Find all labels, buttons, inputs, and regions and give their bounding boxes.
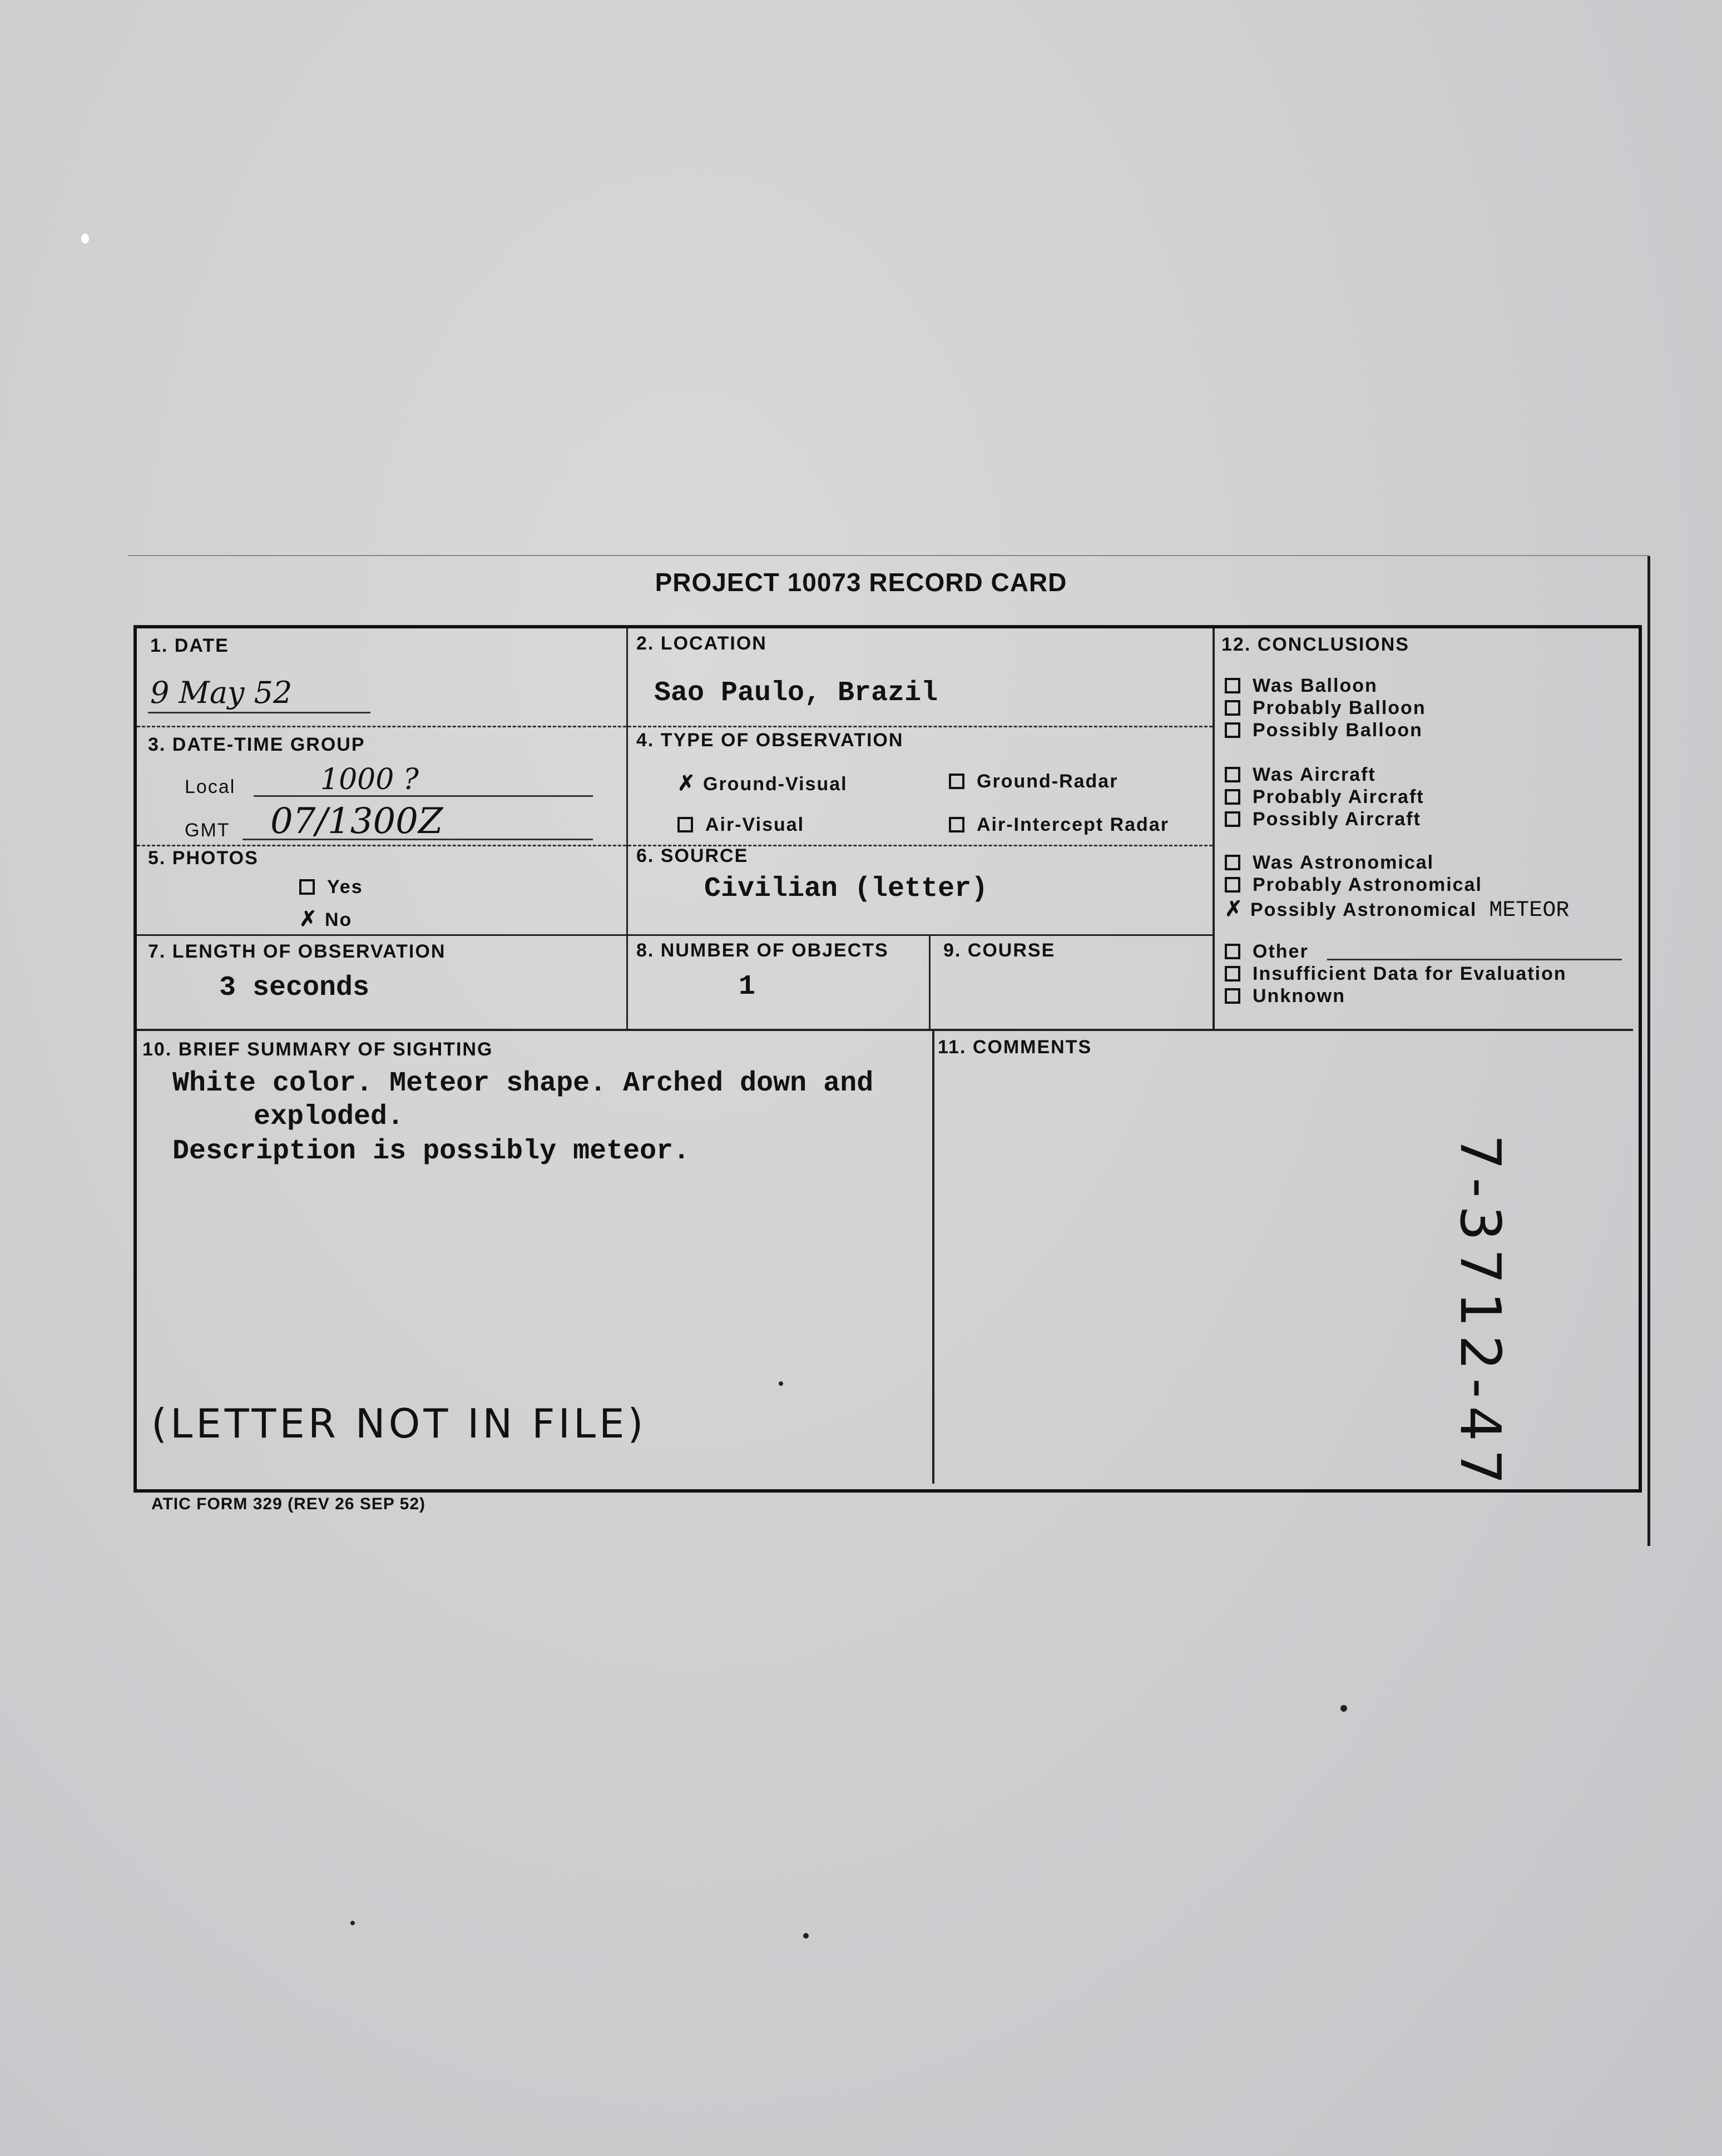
checked-x-icon: ✗: [677, 772, 696, 795]
conclusion-was-astronomical[interactable]: [1225, 852, 1434, 874]
course-label: 9. COURSE: [943, 940, 1056, 961]
photos-label: 5. PHOTOS: [148, 847, 259, 869]
divider-summary-comments: [932, 1029, 934, 1484]
card-title: PROJECT 10073 RECORD CARD: [655, 568, 1067, 597]
conclusion-label: Was Astronomical: [1253, 852, 1434, 873]
conclusion-label: Unknown: [1253, 985, 1345, 1007]
conclusion-possibly-balloon[interactable]: [1225, 720, 1423, 741]
scan-speck: [803, 1933, 809, 1939]
conclusion-possibly-astronomical[interactable]: [1225, 896, 1569, 923]
record-card: [133, 625, 1642, 1493]
scan-speck: [350, 1921, 355, 1925]
checked-x-icon: ✗: [299, 908, 318, 931]
conclusion-possibly-aircraft[interactable]: [1225, 809, 1421, 830]
location-value: Sao Paulo, Brazil: [654, 677, 938, 709]
checkbox-empty-icon: [1225, 966, 1240, 982]
photos-option-no[interactable]: [299, 906, 352, 931]
comments-label: 11. COMMENTS: [938, 1037, 1092, 1058]
handwritten-file-number: 7-3712-47: [1448, 1134, 1513, 1493]
checkbox-empty-icon: [1225, 789, 1240, 805]
dtg-local-line: [254, 795, 593, 797]
obs-option-label: Ground-Radar: [977, 771, 1119, 792]
source-label: 6. SOURCE: [636, 845, 749, 866]
dtg-local-value: 1000 ?: [320, 763, 419, 796]
date-label: 1. DATE: [150, 635, 229, 656]
photos-option-label: Yes: [327, 876, 363, 898]
divider-col8-9: [929, 934, 931, 1029]
photos-option-yes[interactable]: [299, 876, 363, 898]
checked-x-icon: ✗: [1225, 898, 1244, 921]
divider-col1: [626, 628, 628, 1029]
obs-option-label: Air-Intercept Radar: [977, 814, 1169, 835]
conclusion-label: Other: [1253, 941, 1309, 962]
checkbox-empty-icon: [1225, 877, 1240, 893]
obs-option-air-visual[interactable]: [677, 814, 804, 836]
conclusion-label: Was Balloon: [1253, 675, 1378, 696]
obs-option-label: Ground-Visual: [703, 774, 848, 795]
conclusion-insufficient-data[interactable]: [1225, 963, 1567, 985]
conclusion-label: Possibly Astronomical: [1250, 899, 1477, 920]
observation-type-label: 4. TYPE OF OBSERVATION: [636, 730, 904, 751]
checkbox-empty-icon: [1225, 722, 1240, 738]
conclusion-label: Was Aircraft: [1253, 764, 1376, 785]
dtg-label: 3. DATE-TIME GROUP: [148, 734, 365, 755]
conclusion-was-balloon[interactable]: [1225, 675, 1378, 697]
conclusion-label: Possibly Aircraft: [1253, 809, 1421, 830]
conclusion-label: Probably Balloon: [1253, 697, 1426, 718]
divider-row4: [137, 1029, 1633, 1031]
checkbox-empty-icon: [299, 879, 315, 895]
scan-speck: [1340, 1705, 1347, 1712]
divider-col-conclusions: [1213, 628, 1215, 1029]
dtg-gmt-label: GMT: [185, 820, 230, 841]
obs-option-air-intercept-radar[interactable]: [949, 814, 1169, 836]
conclusion-label: Insufficient Data for Evaluation: [1253, 963, 1567, 984]
conclusions-label: 12. CONCLUSIONS: [1221, 634, 1409, 655]
divider-row3: [137, 934, 1213, 936]
conclusion-other[interactable]: [1225, 941, 1309, 963]
source-value: Civilian (letter): [704, 873, 988, 905]
checkbox-empty-icon: [1225, 700, 1240, 716]
objects-value: 1: [739, 971, 756, 1003]
dtg-local-label: Local: [185, 776, 236, 797]
checkbox-empty-icon: [1225, 855, 1240, 870]
checkbox-empty-icon: [949, 817, 964, 832]
handwritten-letter-note: (LETTER NOT IN FILE): [151, 1400, 647, 1447]
checkbox-empty-icon: [1225, 767, 1240, 782]
summary-line-3: Description is possibly meteor.: [172, 1136, 690, 1167]
photos-option-label: No: [325, 909, 353, 930]
conclusion-note: METEOR: [1489, 898, 1570, 923]
form-footer: ATIC FORM 329 (REV 26 SEP 52): [151, 1495, 426, 1513]
divider-row1: [137, 726, 1213, 727]
checkbox-empty-icon: [677, 817, 693, 832]
checkbox-empty-icon: [949, 774, 964, 789]
length-value: 3 seconds: [219, 972, 370, 1004]
date-value: 9 May 52: [150, 675, 293, 710]
scan-speck: [81, 234, 89, 244]
obs-option-label: Air-Visual: [705, 814, 805, 835]
card-top-edge: [128, 555, 1649, 556]
conclusion-label: Probably Aircraft: [1253, 786, 1424, 807]
conclusion-was-aircraft[interactable]: [1225, 764, 1376, 786]
date-underline: [148, 712, 370, 713]
card-right-edge: [1647, 556, 1650, 1546]
length-label: 7. LENGTH OF OBSERVATION: [148, 941, 446, 962]
location-label: 2. LOCATION: [636, 633, 767, 654]
objects-label: 8. NUMBER OF OBJECTS: [636, 940, 889, 961]
checkbox-empty-icon: [1225, 678, 1240, 693]
conclusion-probably-astronomical[interactable]: [1225, 874, 1482, 896]
summary-line-1: White color. Meteor shape. Arched down and: [172, 1068, 874, 1099]
conclusion-unknown[interactable]: [1225, 985, 1345, 1007]
conclusion-other-line: [1327, 959, 1622, 960]
conclusion-probably-balloon[interactable]: [1225, 697, 1426, 719]
summary-line-2: exploded.: [254, 1101, 404, 1133]
scan-speck: [779, 1381, 783, 1386]
conclusion-label: Probably Astronomical: [1253, 874, 1482, 895]
summary-label: 10. BRIEF SUMMARY OF SIGHTING: [142, 1039, 493, 1060]
checkbox-empty-icon: [1225, 944, 1240, 959]
conclusion-label: Possibly Balloon: [1253, 720, 1423, 741]
conclusion-probably-aircraft[interactable]: [1225, 786, 1424, 808]
checkbox-empty-icon: [1225, 988, 1240, 1004]
checkbox-empty-icon: [1225, 811, 1240, 827]
obs-option-ground-visual[interactable]: [677, 771, 848, 796]
obs-option-ground-radar[interactable]: [949, 771, 1118, 792]
dtg-gmt-value: 07/1300Z: [270, 801, 443, 842]
